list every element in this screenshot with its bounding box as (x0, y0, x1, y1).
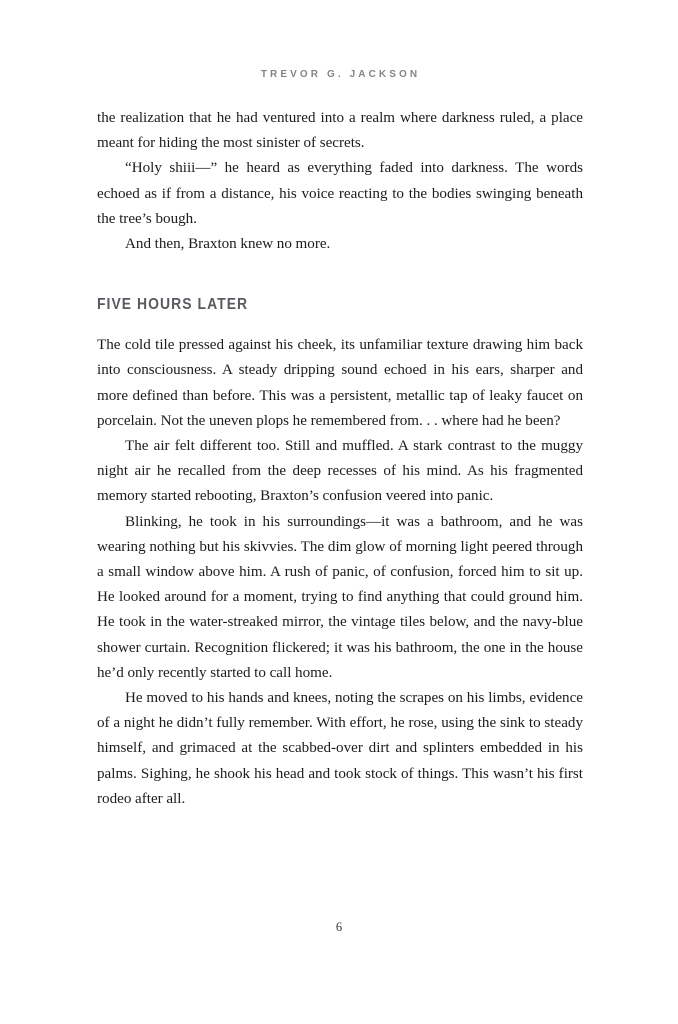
paragraph: the realization that he had ventured into a realm where darkness ruled, a place meant for hiding the most sinister of secrets. (97, 110, 583, 152)
paragraph: The cold tile pressed against his cheek, its unfamiliar texture drawing him back into consciousness. A steady dripping sound echoed in his ears, sharper and more defined than before. This was a persistent, metallic tap of leaky faucet on porcelain. Not the uneven plops he remembered from. . . where had he been? (97, 337, 583, 429)
paragraph: “Holy shiii—” he heard as everything faded into darkness. The words echoed as if from a distance, his voice reacting to the bodies swinging beneath the tree’s bough. (97, 160, 583, 227)
paragraph: Blinking, he took in his surroundings—it was a bathroom, and he was wearing nothing but his skivvies. The dim glow of morning light peered through a small window above him. A rush of panic, of confusion, forced him to sit up. He looked around for a moment, trying to find anything that could ground him. He took in the water-streaked mirror, the vintage tiles below, and the navy-blue shower curtain. Recognition flickered; it was his bathroom, the one in the house he’d only recently started to call home. (97, 513, 583, 681)
running-head: TREVOR G. JACKSON (260, 69, 421, 80)
page-number: 6 (335, 920, 343, 934)
section-heading: FIVE HOURS LATER (97, 296, 249, 314)
body-text-block (97, 106, 583, 812)
paragraph: He moved to his hands and knees, noting the scrapes on his limbs, evidence of a night he didn’t fully remember. With effort, he rose, using the sink to steady himself, and grimaced at the scabbed-over dirt and splinters embedded in his palms. Sighing, he shook his head and took stock of things. This wasn’t his first rodeo after all. (97, 690, 583, 807)
paragraph: And then, Braxton knew no more. (125, 236, 331, 253)
paragraph: The air felt different too. Still and muffled. A stark contrast to the muggy night air he recalled from the deep recesses of his mind. As his fragmented memory started rebooting, Braxton’s confusion veered into panic. (97, 438, 583, 505)
section-heading-wrapper (97, 295, 583, 314)
